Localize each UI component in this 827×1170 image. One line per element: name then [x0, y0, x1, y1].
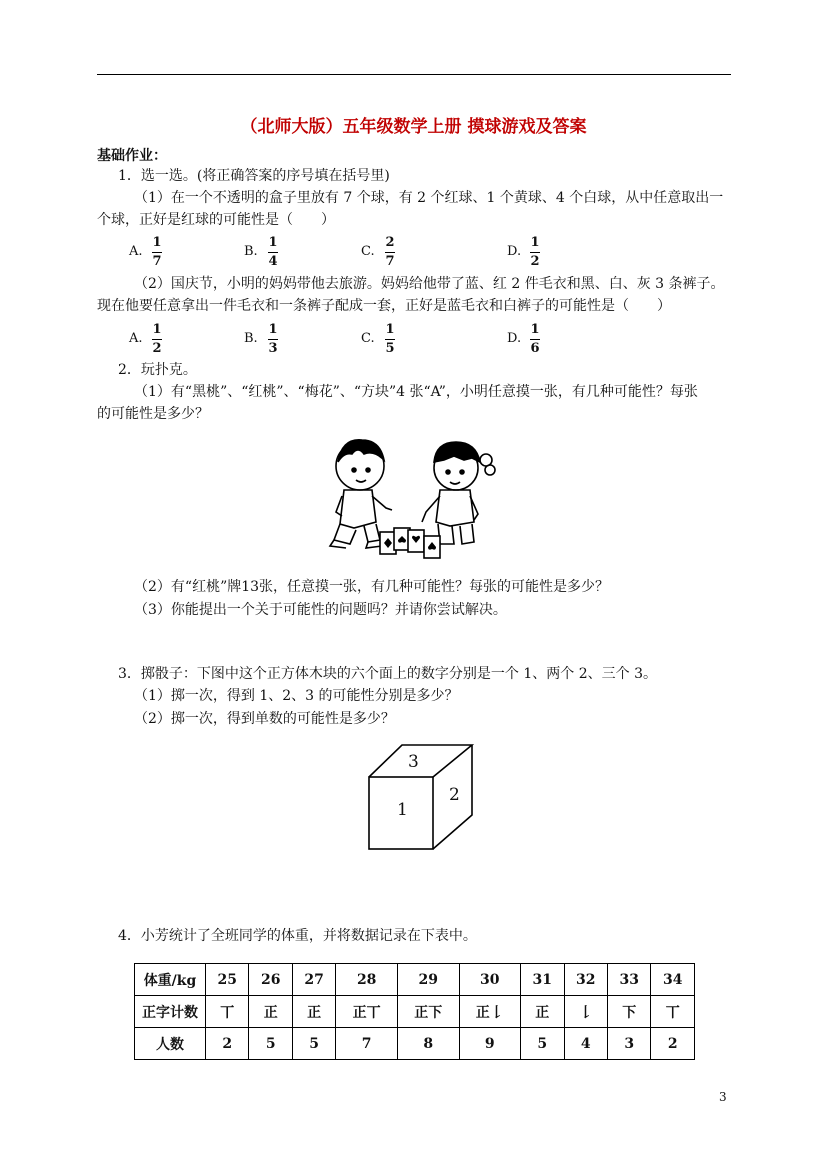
q2-part3: （3）你能提出一个关于可能性的问题吗？并请你尝试解决。 [134, 602, 507, 618]
page-number: 3 [719, 1090, 727, 1104]
weight-cell: 31 [521, 964, 564, 996]
tally-cell: 丅 [206, 996, 249, 1028]
weight-cell: 27 [292, 964, 335, 996]
q1p2-option-a-label: A. [129, 331, 143, 346]
tally-cell: 正 [292, 996, 335, 1028]
q1-part2-line2: 现在他要任意拿出一件毛衣和一条裤子配成一套，正好是蓝毛衣和白裤子的可能性是（ ） [97, 298, 671, 314]
weight-cell: 32 [564, 964, 607, 996]
tally-cell: 正 [249, 996, 292, 1028]
weight-cell: 34 [651, 964, 695, 996]
weight-cell: 28 [336, 964, 398, 996]
children-playing-cards-illustration [328, 432, 500, 560]
count-cell: 5 [521, 1028, 564, 1060]
q1p1-option-b-fraction: 1 4 [268, 235, 278, 269]
table-row [135, 1028, 695, 1060]
table-row [135, 964, 695, 996]
q1p1-option-d-fraction: 1 2 [530, 235, 540, 269]
q2-stem: 2．玩扑克。 [118, 362, 197, 378]
q2-part1-line2: 的可能性是多少？ [97, 406, 209, 422]
q2-part1-line1: （1）有“黑桃”、“红桃”、“梅花”、“方块”4 张“A”，小明任意摸一张，有几种可能性？每张 [134, 384, 698, 400]
q1p2-option-a-fraction: 1 2 [152, 322, 162, 356]
q1p1-option-b-label: B. [244, 244, 258, 259]
table-row [135, 996, 695, 1028]
q1p1-option-d-label: D. [507, 244, 522, 259]
tally-cell: 丅 [651, 996, 695, 1028]
q1-part1-line2: 个球，正好是红球的可能性是（ ） [97, 212, 335, 228]
q3-part2: （2）掷一次，得到单数的可能性是多少？ [134, 711, 395, 727]
cube-face-front: 1 [397, 800, 408, 820]
q1p2-option-b-label: B. [244, 331, 258, 346]
weight-cell: 29 [397, 964, 459, 996]
weight-table [134, 963, 695, 1060]
q1p2-option-c-label: C. [361, 331, 375, 346]
count-cell: 4 [564, 1028, 607, 1060]
count-cell: 9 [459, 1028, 521, 1060]
q1p1-option-a-label: A. [129, 244, 143, 259]
q1-part2-line1: （2）国庆节，小明的妈妈带他去旅游。妈妈给他带了蓝、红 2 件毛衣和黑、白、灰 3 条裤子。 [134, 276, 725, 292]
weight-cell: 26 [249, 964, 292, 996]
tally-cell: 正下 [397, 996, 459, 1028]
tally-cell: 𠄌 [564, 996, 607, 1028]
count-cell: 5 [292, 1028, 335, 1060]
count-cell: 8 [397, 1028, 459, 1060]
q4-stem: 4．小芳统计了全班同学的体重，并将数据记录在下表中。 [118, 928, 477, 944]
count-cell: 3 [607, 1028, 650, 1060]
q1p2-option-c-fraction: 1 5 [385, 322, 395, 356]
q1p2-option-b-fraction: 1 3 [268, 322, 278, 356]
row-header-weight: 体重/kg [135, 964, 206, 996]
q3-part1: （1）掷一次，得到 1、2、3 的可能性分别是多少？ [134, 688, 459, 704]
cube-face-top: 3 [408, 752, 419, 772]
q2-part2: （2）有“红桃”牌13张，任意摸一张，有几种可能性？每张的可能性是多少？ [134, 579, 610, 595]
q1p1-option-a-fraction: 1 7 [152, 235, 162, 269]
count-cell: 5 [249, 1028, 292, 1060]
weight-cell: 33 [607, 964, 650, 996]
q3-stem: 3．掷骰子：下图中这个正方体木块的六个面上的数字分别是一个 1、两个 2、三个 3。 [118, 666, 657, 682]
weight-cell: 25 [206, 964, 249, 996]
tally-cell: 正丅 [336, 996, 398, 1028]
q1-stem: 1．选一选。(将正确答案的序号填在括号里) [118, 168, 390, 184]
page-title: （北师大版）五年级数学上册 摸球游戏及答案 [240, 117, 587, 137]
q1p1-option-c-label: C. [361, 244, 375, 259]
tally-cell: 正𠄌 [459, 996, 521, 1028]
row-header-tally: 正字计数 [135, 996, 206, 1028]
q1-part1-line1: （1）在一个不透明的盒子里放有 7 个球，有 2 个红球、1 个黄球、4 个白球，从中任意取出一 [134, 190, 724, 206]
row-header-count: 人数 [135, 1028, 206, 1060]
weight-cell: 30 [459, 964, 521, 996]
cube-face-side: 2 [449, 785, 460, 805]
tally-cell: 正 [521, 996, 564, 1028]
q1p1-option-c-fraction: 2 7 [385, 235, 395, 269]
count-cell: 2 [206, 1028, 249, 1060]
count-cell: 7 [336, 1028, 398, 1060]
count-cell: 2 [651, 1028, 695, 1060]
section-heading: 基础作业： [97, 148, 167, 164]
tally-cell: 下 [607, 996, 650, 1028]
header-rule [97, 74, 731, 75]
q1p2-option-d-label: D. [507, 331, 522, 346]
q1p2-option-d-fraction: 1 6 [530, 322, 540, 356]
